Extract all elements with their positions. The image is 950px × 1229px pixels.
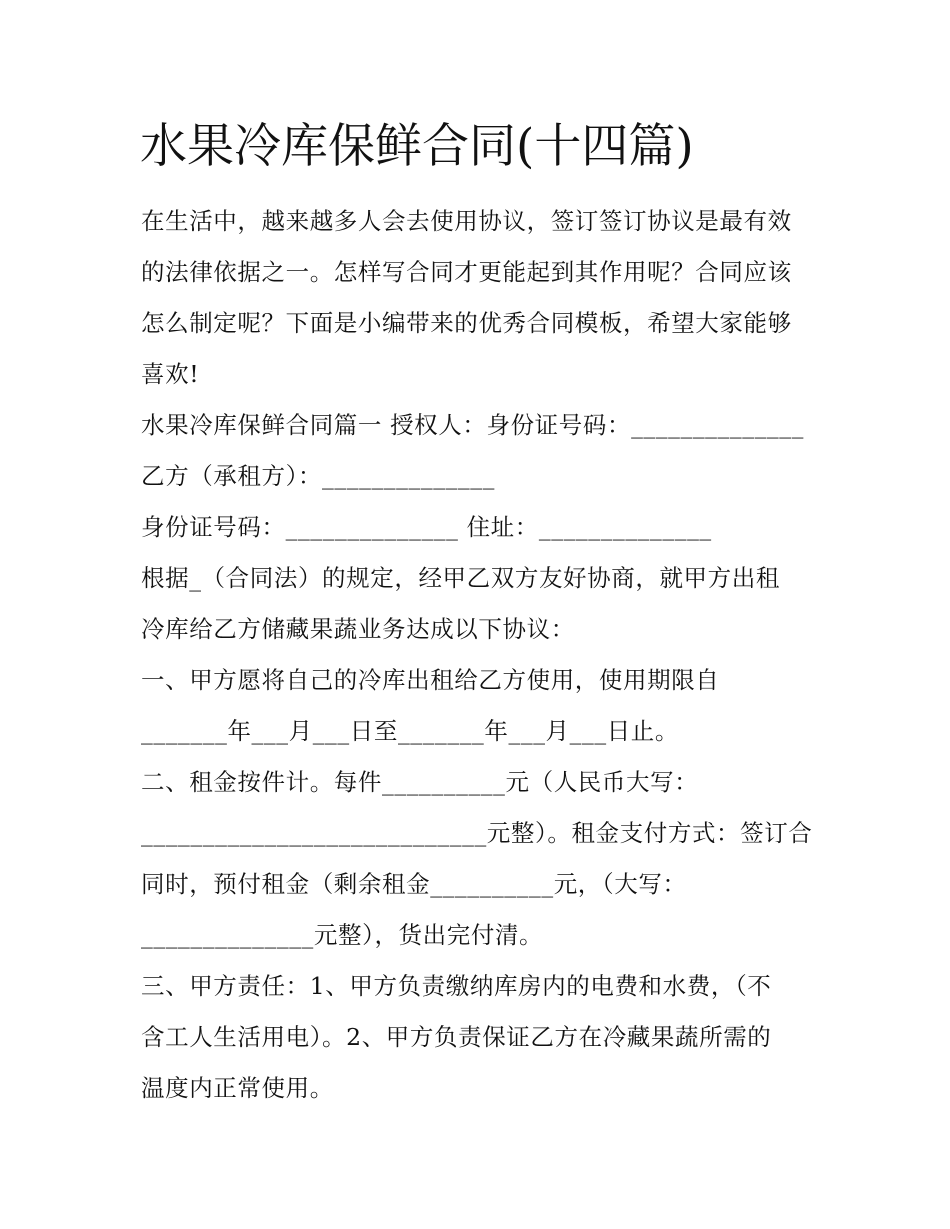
paragraph-line: 怎么制定呢？下面是小编带来的优秀合同模板，希望大家能够: [141, 309, 792, 337]
paragraph-line: 的法律依据之一。怎样写合同才更能起到其作用呢？合同应该: [141, 258, 792, 286]
paragraph-line: 乙方（承租方）：______________: [141, 462, 495, 490]
paragraph-line: 在生活中，越来越多人会去使用协议，签订签订协议是最有效: [141, 207, 792, 235]
paragraph-line: 根据_（合同法）的规定，经甲乙双方友好协商，就甲方出租: [141, 564, 780, 592]
paragraph-line: 二、租金按件计。每件__________元（人民币大写：: [141, 768, 699, 796]
paragraph-line: ______________元整），货出完付清。: [141, 921, 544, 949]
paragraph-line: 温度内正常使用。: [141, 1074, 334, 1102]
paragraph-line: 身份证号码：______________ 住址：______________: [141, 513, 712, 541]
paragraph-line: 水果冷库保鲜合同篇一 授权人：身份证号码：______________: [141, 411, 804, 439]
paragraph-line: ____________________________元整）。租金支付方式：签订合: [141, 819, 813, 847]
paragraph-line: _______年___月___日至_______年___月___日止。: [141, 717, 679, 745]
paragraph-line: 冷库给乙方储藏果蔬业务达成以下协议：: [141, 615, 575, 643]
paragraph-line: 一、甲方愿将自己的冷库出租给乙方使用，使用期限自: [141, 666, 720, 694]
document-body: [141, 196, 831, 1114]
paragraph-line: 同时，预付租金（剩余租金__________元，（大写：: [141, 870, 687, 898]
paragraph-line: 三、甲方责任：1、甲方负责缴纳库房内的电费和水费，（不: [141, 972, 772, 1000]
paragraph-line: 喜欢!: [141, 360, 200, 388]
paragraph-line: 含工人生活用电）。2、甲方负责保证乙方在冷藏果蔬所需的: [141, 1023, 772, 1051]
document-title: 水果冷库保鲜合同(十四篇): [140, 119, 694, 174]
